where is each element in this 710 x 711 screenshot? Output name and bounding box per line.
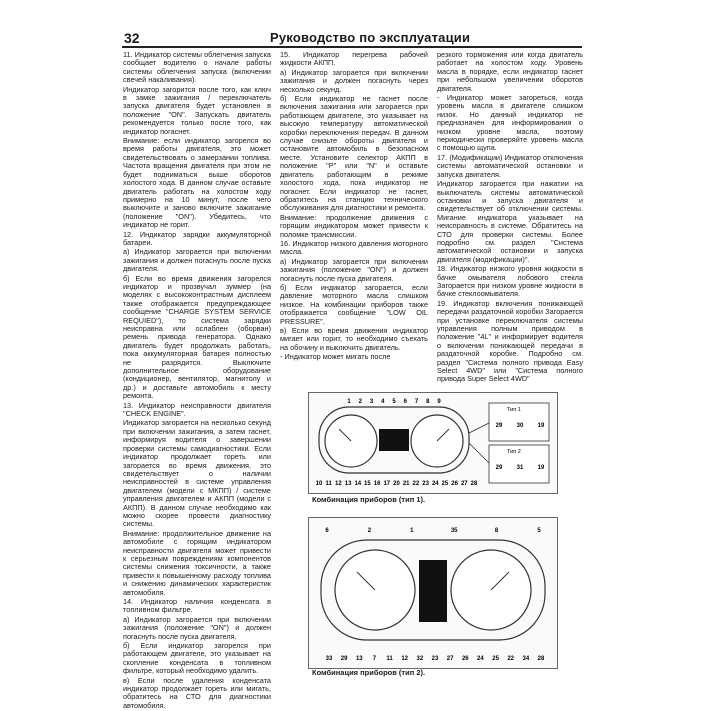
callout-number: 26 [451,481,458,487]
paragraph: 19. Индикатор включения понижающей передачи раздаточной коробки Загорается при установке переключателя системы управления полным приводом в положение "4L" и информирует водителя о включении понижающей передачи в раздаточной коробке. Подробно см. раздел "Система полного привода Easy Select 4WD" или "Система полного привода Super Select 4WD" [437,298,583,384]
callout-number: 31 [516,465,524,471]
paragraph: б) Если во время движения загорелся индикатор и прозвучал зуммер (на моделях с высококонтрастным дисплеем также отображается предупреждающее сообщение "CHARGE SYSTEM SERVICE REQUIED"), то система зарядки неисправна или ослаблен (оборван) ремень привода генератора. Однако двигатель будет продолжать работать, пока аккумуляторная батарея полностью не разрядится. Выключите дополнительное оборудование (кондиционер, вентилятор, магнитолу и др.) и доставьте автомобиль к месту ремонта. [123,273,271,401]
callout-number: 2 [358,399,362,405]
paragraph: в) Если во время движения индикатор мигает или горит, то необходимо съехать на обочину и выключить двигатель. [280,326,428,352]
callout-number: 22 [412,481,420,487]
paragraph: 18. Индикатор низкого уровня жидкости в бачке омывателя лобового стекла Загорается при низком уровне жидкости в бачке стеклоомывателя. [437,264,583,299]
callout-number: 24 [431,481,439,487]
callout-number: 35 [450,528,458,534]
paragraph: б) Если индикатор загорается, если давление моторного масла слишком низкое. На комбинации приборов также отображается сообщение "LOW OIL PRESSURE". [280,282,428,326]
callout-number: 16 [373,481,381,487]
paragraph: 17. (Модификации) Индикатор отключения системы автоматической остановки и запуска двигателя. [437,152,583,179]
paragraph: б) Если индикатор загорелся при работающем двигателе, это указывает на скопление конденсата в топливном фильтре, который необходимо удалить. [123,641,271,676]
callout-number: 19 [537,465,545,471]
callout-number: 12 [335,481,342,487]
paragraph: - Индикатор может мигать после [280,352,391,362]
instrument-cluster-type2-figure [308,517,558,669]
callout-number: 28 [537,656,545,662]
text-column-2 [280,51,428,363]
callout-number: 4 [381,399,385,405]
paragraph: Индикатор загорится после того, как ключ в замке зажигания / переключатель запуска двигателя будет установлен в положение "ON". Запускать двигатель рекомендуется только после того, как индикатор погаснет. [123,84,271,136]
callout-number: 15 [364,481,371,487]
page-number: 32 [124,30,140,46]
callout-number: 29 [495,423,503,429]
callout-number: 2 [367,528,372,534]
paragraph: а) Индикатор загорается при включении зажигания и должен погаснуть после пуска двигателя. [123,247,271,274]
text-column-1 [123,51,271,711]
callout-number: 25 [441,481,449,487]
callout-number: 29 [495,465,503,471]
paragraph: в) Если после удаления конденсата индикатор продолжает гореть или мигать, обратитесь на СТО для диагностики автомобиля. [123,675,271,710]
callout-number: 17 [383,481,391,487]
callout-number: 11 [386,656,393,662]
callout-number: 29 [340,656,348,662]
callout-number: 1 [347,399,351,405]
paragraph: 15. Индикатор перегрева рабочей жидкости АКПП. [280,50,428,68]
callout-number: 3 [369,399,374,405]
inset-label: Тип 1 [507,407,521,413]
callout-number: 6 [403,399,407,405]
callout-number: 6 [325,528,329,534]
paragraph: резкого торможения или когда двигатель работает на холостом ходу. Уровень масла в порядке, если индикатор гаснет при небольшом увеличении оборотов двигателя. [437,50,583,93]
callout-number: 32 [416,656,424,662]
callout-number: 1 [410,528,414,534]
callout-number: 21 [402,481,410,487]
paragraph: - Индикатор может загореться, когда уровень масла в двигателе слишком низок. Но данный индикатор не предназначен для информирования о низком уровне масла, поэтому периодически проверяйте уровень масла с помощью щупа. [437,93,583,153]
callout-number: 34 [522,656,530,662]
callout-number: 8 [494,528,499,534]
figure-caption: Комбинация приборов (тип 1). [312,495,426,504]
inset-label: Тип 2 [507,449,521,455]
paragraph: Внимание: продолжительное движение на автомобиле с горящим индикатором неисправности двигателя может привести к серьезным повреждениям компонентов системы снижения токсичности, а также привести к повышенному расходу топлива и снижению динамических характеристик автомобиля. [123,528,271,597]
callout-number: 13 [355,656,363,662]
callout-number: 8 [426,399,430,405]
callout-number: 14 [354,481,362,487]
callout-number: 19 [537,423,545,429]
paragraph: а) Индикатор загорается при включении зажигания и должен погаснуть через несколько секунд. [280,67,428,94]
callout-number: 5 [537,528,541,534]
paragraph: Внимание: если индикатор загорелся во время работы двигателя, это может свидетельствовать о замерзании топлива. Частота вращения двигателя при этом не будет подниматься выше оборотов холостого хода. В данном случае оставьте двигатель работать на холостом ходу примерно на 10 минут, после чего выключите и заново включите зажигание (положение "ON"). Убедитесь, что индикатор не горит. [123,136,271,230]
instrument-cluster-type2-drawing [309,518,557,668]
callout-number: 25 [492,656,499,662]
paragraph: 12. Индикатор зарядки аккумуляторной батареи. [123,229,271,247]
page-title: Руководство по эксплуатации [270,30,471,45]
callout-number: 11 [325,481,332,487]
paragraph: 16. Индикатор низкого давления моторного масла. [280,238,428,257]
callout-number: 13 [344,481,352,487]
callout-number: 26 [461,656,469,662]
paragraph: 14. Индикатор наличия конденсата в топливном фильтре. [123,597,271,615]
callout-number: 30 [516,423,524,429]
figure-caption: Комбинация приборов (тип 2). [312,668,426,677]
callout-number: 10 [315,481,323,487]
paragraph: б) Если индикатор не гаснет после включения зажигания или загорается при работающем двигателе, это указывает на высокую температуру автоматической коробки переключения передач. В данном случае снизьте обороты двигателя и остановите автомобиль в безопасном месте. Установите селектор АКПП в положение "P" или "N" и оставьте двигатель работающим в режиме холостого хода, пока индикатор не погаснет. Если индикатор не гаснет, обратитесь на станцию технического обслуживания для диагностики и ремонта. [280,94,428,213]
callout-number: 7 [414,399,419,405]
paragraph: Внимание: продолжение движения с горящим индикатором может привести к поломке трансмиссии. [280,212,428,239]
callout-number: 23 [431,656,439,662]
text-column-3 [437,51,583,385]
callout-number: 9 [437,399,441,405]
callout-number: 33 [325,656,333,662]
instrument-cluster-type1-figure [308,392,558,494]
callout-number: 27 [460,481,468,487]
paragraph: 11. Индикатор системы облегчения запуска сообщает водителю о начале работы системы облегчения запуска (включении свечей накаливания). [123,50,271,85]
callout-number: 20 [393,481,400,487]
callout-number: 22 [507,656,515,662]
callout-number: 28 [470,481,478,487]
callout-number: 12 [401,656,409,662]
instrument-cluster-type1-drawing [309,393,557,493]
callout-number: 24 [477,656,484,662]
paragraph: а) Индикатор загорается при включении зажигания (положение "ON") и должен погаснуть после пуска двигателя. [123,614,271,641]
callout-number: 23 [422,481,429,487]
paragraph: Индикатор загорается при нажатии на выключатель системы автоматической остановки и запуска двигателя и свидетельствует об отключении системы. Мигание индикатора указывает на неисправность в системе. Обратитесь на СТО для проверки системы. Более подробно см. раздел "Система автоматической остановки и запуска двигателя (модификации)". [437,179,583,264]
paragraph: 13. Индикатор неисправности двигателя "CHECK ENGINE". [123,400,271,419]
callout-number: 27 [446,656,454,662]
header-rule [122,46,582,48]
callout-number: 7 [372,656,377,662]
paragraph: Индикатор загорается на несколько секунд при включении зажигания, а затем гаснет, информируя водителя о завершении проверки системы самодиагностики. Если индикатор продолжает гореть или загорается во время движения, это свидетельствует о наличии неисправностей в системе управления двигателем (модели с МКПП) / системе управления двигателем и АКПП (модели с АКПП). В данном случае необходимо как можно скорее провести диагностику системы. [123,418,271,529]
callout-number: 5 [392,399,396,405]
paragraph: а) Индикатор загорается при включении зажигания (положение "ON") и должен погаснуть после пуска двигателя. [280,256,428,283]
